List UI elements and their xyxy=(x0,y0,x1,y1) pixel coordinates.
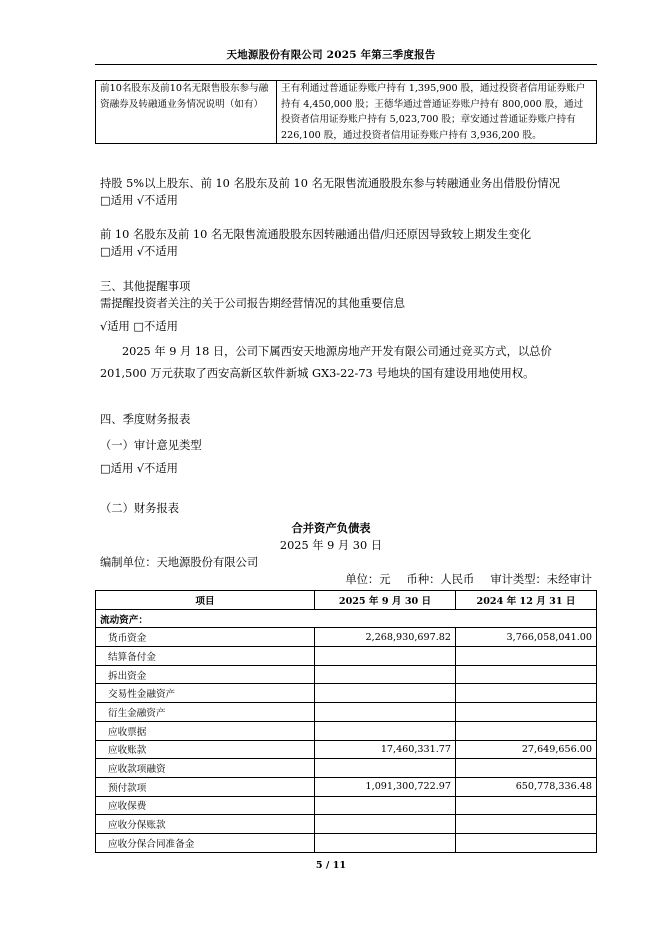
row-item: 结算备付金 xyxy=(96,647,315,666)
header-current: 2025 年 9 月 30 日 xyxy=(315,591,456,610)
row-prior xyxy=(456,647,597,666)
audit-heading: （一）审计意见类型 xyxy=(100,439,202,452)
section-row xyxy=(96,609,597,628)
report-header: 天地源股份有限公司 2025 年第三季度报告 xyxy=(226,49,436,61)
table-header-row xyxy=(96,591,597,610)
shareholder-note-table xyxy=(95,80,597,144)
table-row xyxy=(96,815,597,834)
row-current: 2,268,930,697.82 xyxy=(315,628,456,647)
section-three-body: 2025 年 9 月 18 日，公司下属西安天地源房地产开发有限公司通过竞买方式，以总价 201,500 万元获取了西安高新区软件新城 GX3-22-73 号地块的国有建设用地使用权。 xyxy=(100,345,552,380)
row-item: 交易性金融资产 xyxy=(96,684,315,703)
row-current xyxy=(315,647,456,666)
unit-line xyxy=(329,571,592,588)
preparer: 编制单位：天地源股份有限公司 xyxy=(100,556,259,569)
row-current xyxy=(315,703,456,722)
table-row xyxy=(96,777,597,796)
row-prior xyxy=(456,833,597,852)
row-current xyxy=(315,833,456,852)
change-title: 前 10 名股东及前 10 名无限售流通股股东因转融通出借/归还原因导致较上期发生变化 xyxy=(100,228,532,241)
change-options: □适用 √不适用 xyxy=(100,245,178,258)
row-prior xyxy=(456,721,597,740)
row-item: 货币资金 xyxy=(96,628,315,647)
table-row xyxy=(96,684,597,703)
row-prior xyxy=(456,665,597,684)
section-three-subheading: 需提醒投资者关注的关于公司报告期经营情况的其他重要信息 xyxy=(100,297,406,310)
table-row xyxy=(96,628,597,647)
page-number: 5 / 11 xyxy=(315,860,347,871)
row-item: 应收分保合同准备金 xyxy=(96,833,315,852)
row-current: 17,460,331.77 xyxy=(315,740,456,759)
section-three-options: √适用 □不适用 xyxy=(100,320,178,333)
row-prior xyxy=(456,684,597,703)
section-label: 流动资产： xyxy=(96,609,597,628)
row-item: 应收保费 xyxy=(96,796,315,815)
row-item: 拆出资金 xyxy=(96,665,315,684)
row-item: 预付款项 xyxy=(96,777,315,796)
row-item: 应收分保账款 xyxy=(96,815,315,834)
header-item: 项目 xyxy=(96,591,315,610)
header-divider xyxy=(95,64,597,65)
row-item: 应收账款 xyxy=(96,740,315,759)
section-three-heading: 三、其他提醒事项 xyxy=(100,280,191,293)
balance-sheet-date: 2025 年 9 月 30 日 xyxy=(279,539,383,552)
row-current: 1,091,300,722.97 xyxy=(315,777,456,796)
header-prior: 2024 年 12 月 31 日 xyxy=(456,591,597,610)
table-row xyxy=(96,740,597,759)
balance-sheet-table xyxy=(95,590,597,853)
row-current xyxy=(315,721,456,740)
shareholder-note-content: 王有利通过普通证券账户持有 1,395,900 股，通过投资者信用证券账户持有 4,450,000 股；王德华通过普通证券账户持有 800,000 股，通过投资者信用证券账户持有 5,023,700 股；章安通过普通证券账户持有 226,100 股，通过投资者信用证券账户持有 3,936,200 股。 xyxy=(277,81,597,144)
financial-statements-heading: （二）财务报表 xyxy=(100,502,180,515)
table-row xyxy=(96,721,597,740)
table-row xyxy=(96,833,597,852)
row-current xyxy=(315,665,456,684)
row-prior: 3,766,058,041.00 xyxy=(456,628,597,647)
table-row xyxy=(96,703,597,722)
table-row xyxy=(96,759,597,778)
row-item: 衍生金融资产 xyxy=(96,703,315,722)
section-four-heading: 四、季度财务报表 xyxy=(100,413,191,426)
table-row xyxy=(96,665,597,684)
balance-sheet-title: 合并资产负债表 xyxy=(291,521,371,535)
row-current xyxy=(315,815,456,834)
audit-type-label: 审计类型：未经审计 xyxy=(490,573,592,586)
row-current xyxy=(315,759,456,778)
row-prior: 27,649,656.00 xyxy=(456,740,597,759)
table-row xyxy=(96,796,597,815)
audit-options: □适用 √不适用 xyxy=(100,462,178,475)
lending-title: 持股 5%以上股东、前 10 名股东及前 10 名无限售流通股股东参与转融通业务出借股份情况 xyxy=(100,177,561,190)
lending-options: □适用 √不适用 xyxy=(100,194,178,207)
currency-label: 币种：人民币 xyxy=(406,573,475,586)
row-item: 应收票据 xyxy=(96,721,315,740)
row-item: 应收款项融资 xyxy=(96,759,315,778)
row-prior: 650,778,336.48 xyxy=(456,777,597,796)
row-prior xyxy=(456,815,597,834)
row-current xyxy=(315,796,456,815)
row-current xyxy=(315,684,456,703)
row-prior xyxy=(456,796,597,815)
table-row xyxy=(96,647,597,666)
row-prior xyxy=(456,759,597,778)
row-prior xyxy=(456,703,597,722)
shareholder-note-label: 前10名股东及前10名无限售股东参与融资融券及转融通业务情况说明（如有） xyxy=(96,81,277,144)
unit-label: 单位：元 xyxy=(345,573,391,586)
